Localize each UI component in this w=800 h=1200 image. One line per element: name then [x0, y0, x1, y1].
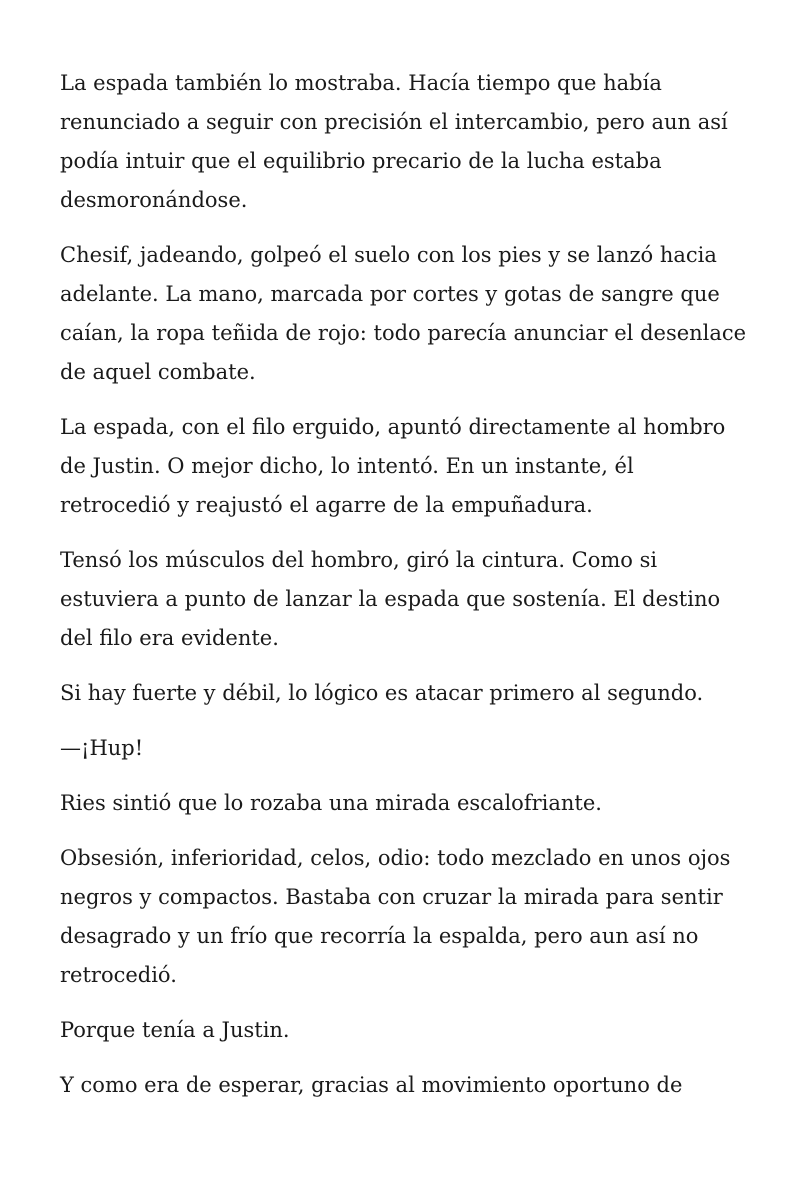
paragraph-9: Porque tenía a Justin.: [60, 1018, 290, 1042]
paragraph-3: La espada, con el filo erguido, apuntó directamente al hombro de Justin. O mejor dicho, lo intentó. En un instante, él retrocedió y reajustó el agarre de la empuñadura.: [60, 415, 726, 517]
paragraph-5: Si hay fuerte y débil, lo lógico es atacar primero al segundo.: [60, 681, 704, 705]
paragraph-4: Tensó los músculos del hombro, giró la cintura. Como si estuviera a punto de lanzar la espada que sostenía. El destino del filo era evidente.: [60, 548, 721, 650]
paragraph-8: Obsesión, inferioridad, celos, odio: todo mezclado en unos ojos negros y compactos. Bastaba con cruzar la mirada para sentir desagrado y un frío que recorría la espalda, pero aun así no retrocedió.: [60, 846, 731, 987]
paragraph-10: Y como era de esperar, gracias al movimiento oportuno de: [60, 1073, 683, 1097]
paragraph-2: Chesif, jadeando, golpeó el suelo con los pies y se lanzó hacia adelante. La mano, marcada por cortes y gotas de sangre que caían, la ropa teñida de rojo: todo parecía anunciar el desenlace de aquel combate.: [60, 243, 747, 384]
reading-page: [60, 64, 750, 1121]
paragraph-7: Ries sintió que lo rozaba una mirada escalofriante.: [60, 791, 602, 815]
paragraph-6: —¡Hup!: [60, 736, 144, 760]
paragraph-1: La espada también lo mostraba. Hacía tiempo que había renunciado a seguir con precisión el intercambio, pero aun así podía intuir que el equilibrio precario de la lucha estaba desmoronándose.: [60, 71, 728, 212]
